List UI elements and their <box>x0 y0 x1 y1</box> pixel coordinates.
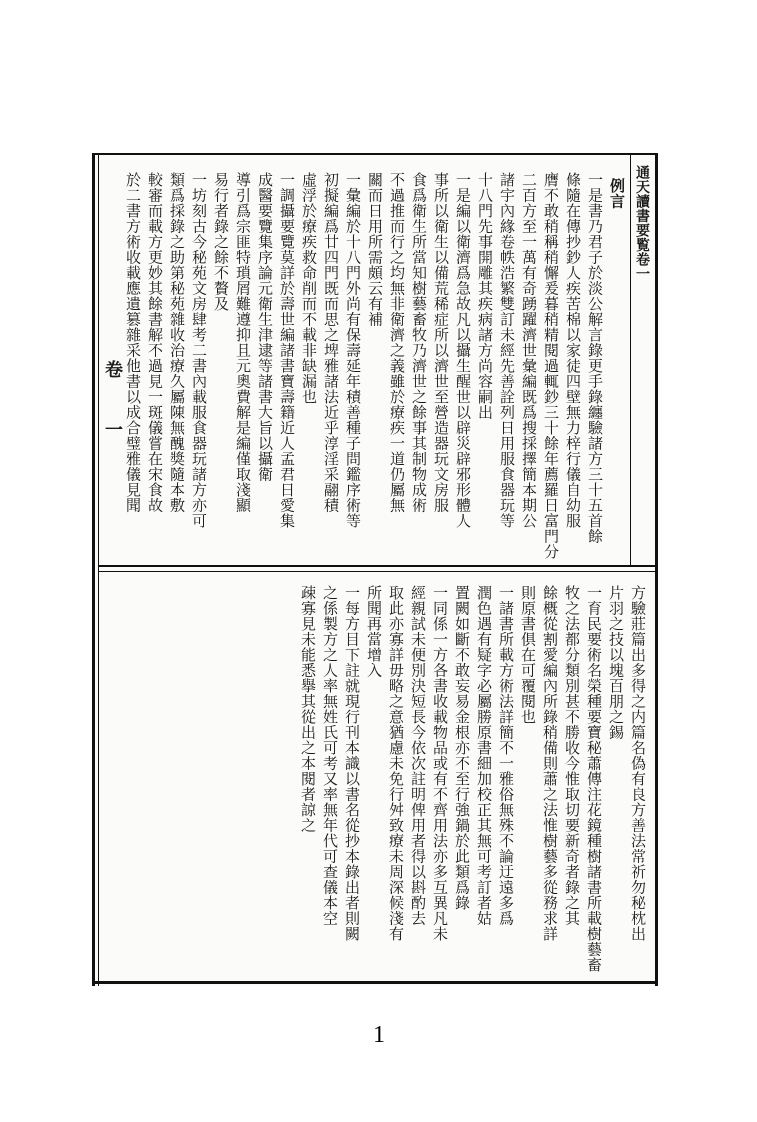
text-column: 一育民要術名榮種要寶秘蕭傳注花鏡種樹諸書所載樹藝畜 <box>585 585 603 973</box>
text-column: 不過推而行之均無非衛濟之義雖於療疾一道仍屬無 <box>388 172 406 513</box>
text-column: 之係製方之人率無姓氏可考又率無年代可查儀本空 <box>321 585 339 926</box>
text-column: 易行者錄之餘不贅及 <box>212 172 230 312</box>
inner-border-left <box>98 153 99 986</box>
page-number: 1 <box>373 1022 385 1048</box>
text-column: 置闕如斷不敢妄易金根亦不至行強鍋於此類爲錄 <box>453 585 471 911</box>
section-title: 例言 <box>608 178 626 209</box>
text-column: 牧之法都分類別甚不勝收今惟取切要新奇者錄之其 <box>563 585 581 926</box>
text-column: 潤色遇有疑字必屬勝原書細加校正其無可考訂者姑 <box>475 585 493 926</box>
middle-divider-inner <box>99 571 655 572</box>
text-column: 所聞再當增入 <box>365 585 383 678</box>
text-column: 一彙編於十八門外尚有保壽延年積善種子問鑑序術等 <box>344 172 362 529</box>
text-column: 方驗莊篇出多得之内篇名偽有良方善法常祈勿秘枕出 <box>629 585 647 942</box>
outer-border-right <box>655 153 658 986</box>
text-column: 膺不敢稍稱稍懈爰暮稍精閱過輒鈔三十餘年薦羅日富門分 <box>542 172 560 560</box>
bottom-border <box>92 981 658 984</box>
text-column: 事所以衛生以備荒稀症所以濟世至營造器玩文房服 <box>432 172 450 513</box>
running-title: 通天讀書要覧卷一 <box>634 165 650 281</box>
text-column: 一是編以衛濟爲急故凡以攝生醒世以辟災辟邪形體人 <box>454 172 472 529</box>
text-column: 一同係一方各書收載物品或有不齊用法亦多互異凡未 <box>431 585 449 942</box>
text-column: 餘概從割愛編內所錄稍備則蕭之法惟樹藝多從務求詳 <box>541 585 559 942</box>
text-column: 疎寡見未能悉擧其從出之本閱者諒之 <box>299 585 317 833</box>
outer-border-left <box>92 153 95 986</box>
text-column: 較審而載方更妙其餘書解不過見一斑儀嘗在宋食故 <box>146 172 164 513</box>
text-column: 虛浮於療疾救命削而不載非缺漏也 <box>300 172 318 405</box>
header-column-rule <box>630 155 631 565</box>
text-column: 十八門先事開雕其疾病諸方尚容嗣出 <box>476 172 494 420</box>
text-column: 條隨在傳抄鈔人疾苦棉以家徒四壁無力梓行儀自幼服 <box>564 172 582 529</box>
text-column: 初擬編爲廿四門既而思之埤雅諸法近乎淳淫采翮積 <box>322 172 340 513</box>
edge-mark: 卷 <box>102 360 123 379</box>
text-column: 成醫要覽集序論元衛生津逮等諸書大旨以攝衛 <box>256 172 274 482</box>
text-column: 諸宇內緣卷帙浩繁雙訂未經先善詮列日用服食器玩等 <box>498 172 516 529</box>
text-column: 則原書俱在可覆閱也 <box>519 585 537 725</box>
text-column: 片羽之技以塊百朋之錫 <box>607 585 625 740</box>
text-column: 一諸書所載方術法詳簡不一雅俗無殊不論迂遠多爲 <box>497 585 515 926</box>
text-column: 一是書乃君子於淡公解言錄更手錄纏驗諸方三十五首餘 <box>586 172 604 544</box>
text-column: 類爲採錄之助第秘苑雜收治療久屬陳無醜獎隨本敷 <box>168 172 186 513</box>
edge-mark: 一 <box>102 420 123 439</box>
text-column: 關而日用所需頗云有補 <box>366 172 384 327</box>
text-column: 食爲衛生所當知樹藝畜牧乃濟世之餘事其制物成術 <box>410 172 428 513</box>
text-column: 二百方至一萬有奇踴躍濟世彙編既爲搜採擇簡本期公 <box>520 172 538 529</box>
text-column: 一調攝要覽莫詳於壽世編諸書寶壽籍近人孟君日愛集 <box>278 172 296 529</box>
text-column: 取此亦寡詳毋略之意猶慮未免行舛致療未周深候淺有 <box>387 585 405 942</box>
text-column: 一每方目下註就現行刊本識以書名從抄本錄出者則闕 <box>343 585 361 942</box>
text-column: 於二書方術收載應遺篡雜采他書以成合璧雅儀見聞 <box>124 172 142 513</box>
text-column: 一坊刻古今秘苑文房肆考二書內載服食器玩諸方亦可 <box>190 172 208 529</box>
text-column: 導引爲宗匪特瑣屑難遵抑且元奧費解是編僅取淺顯 <box>234 172 252 513</box>
top-border <box>92 153 658 155</box>
text-column: 經親試未便別決短長今依次註明俾用者得以斟酌去 <box>409 585 427 926</box>
middle-divider <box>99 565 655 567</box>
